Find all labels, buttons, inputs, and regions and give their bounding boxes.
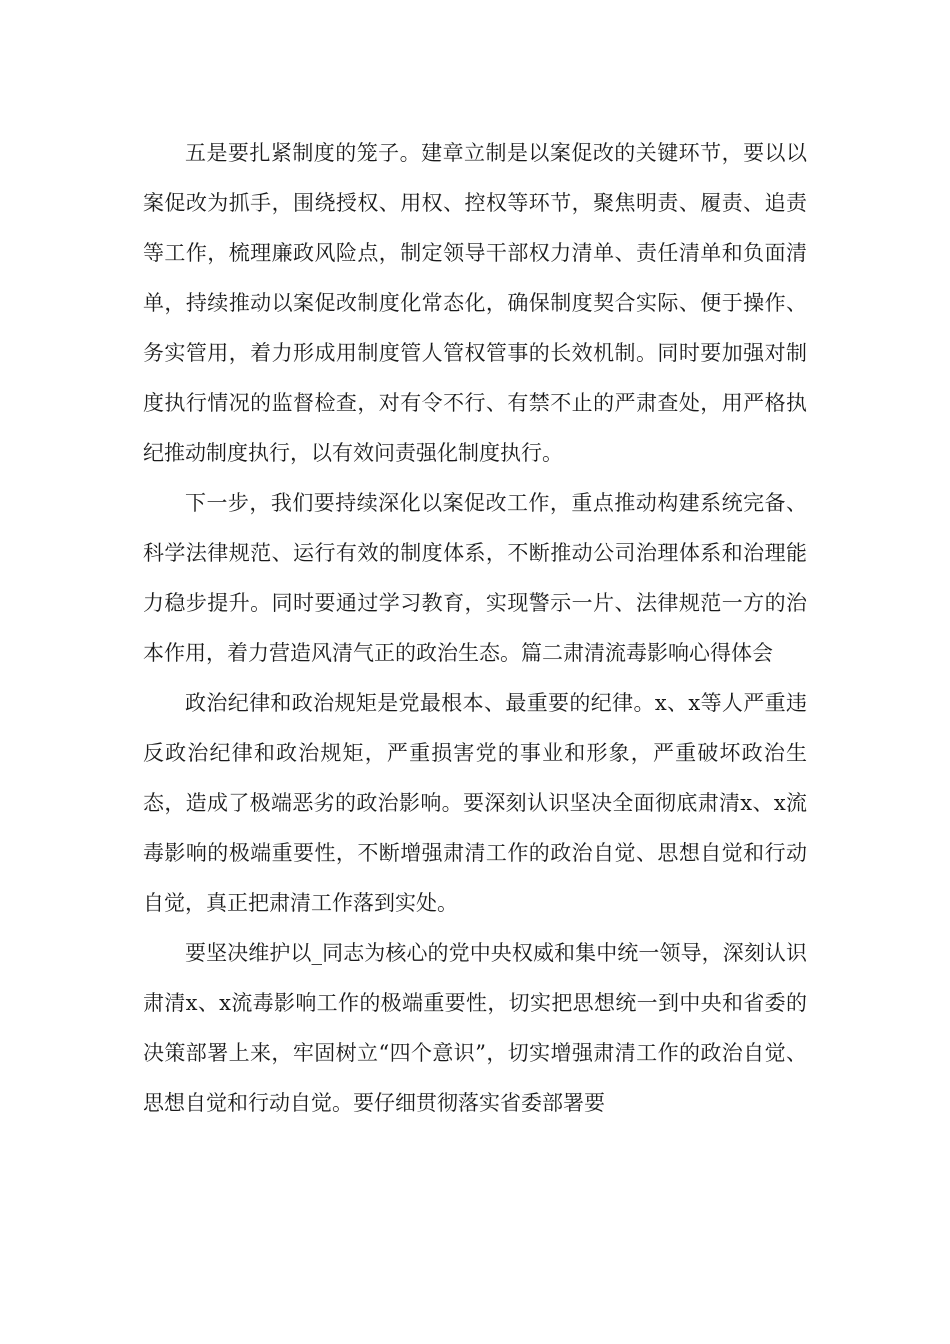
paragraph-3: 政治纪律和政治规矩是党最根本、最重要的纪律。x、x等人严重违反政治纪律和政治规矩，严重损害党的事业和形象，严重破坏政治生态，造成了极端恶劣的政治影响。要深刻认识坚决全面彻底肃清x、x流毒影响的极端重要性，不断增强肃清工作的政治自觉、思想自觉和行动自觉，真正把肃清工作落到实处。 [143, 691, 807, 915]
paragraph-2: 下一步，我们要持续深化以案促改工作，重点推动构建系统完备、科学法律规范、运行有效的制度体系，不断推动公司治理体系和治理能力稳步提升。同时要通过学习教育，实现警示一片、法律规范一方的治本作用，着力营造风清气正的政治生态。篇二肃清流毒影响心得体会 [143, 491, 807, 665]
document-body [143, 128, 807, 1128]
paragraph-1: 五是要扎紧制度的笼子。建章立制是以案促改的关键环节，要以以案促改为抓手，围绕授权、用权、控权等环节，聚焦明责、履责、追责等工作，梳理廉政风险点，制定领导干部权力清单、责任清单和负面清单，持续推动以案促改制度化常态化，确保制度契合实际、便于操作、务实管用，着力形成用制度管人管权管事的长效机制。同时要加强对制度执行情况的监督检查，对有令不行、有禁不止的严肃查处，用严格执纪推动制度执行，以有效问责强化制度执行。 [143, 141, 807, 465]
paragraph-4: 要坚决维护以_同志为核心的党中央权威和集中统一领导，深刻认识肃清x、x流毒影响工作的极端重要性，切实把思想统一到中央和省委的决策部署上来，牢固树立“四个意识”，切实增强肃清工作的政治自觉、思想自觉和行动自觉。要仔细贯彻落实省委部署要 [143, 941, 807, 1115]
